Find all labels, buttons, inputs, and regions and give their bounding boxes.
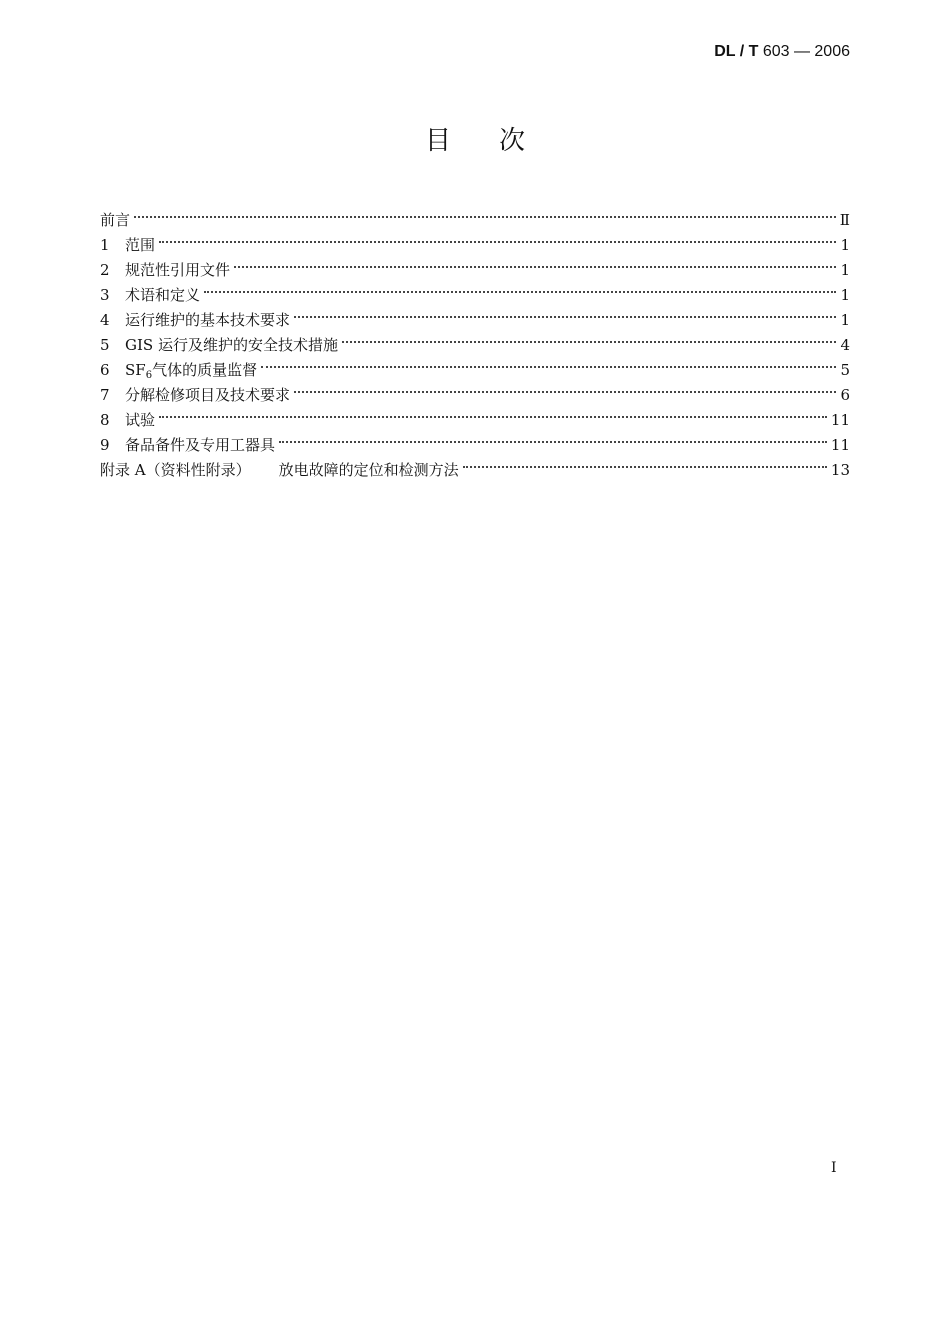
toc-entry-8[interactable] (100, 400, 850, 429)
dot-leader (234, 250, 836, 275)
toc-entry-number: 2 (100, 261, 110, 279)
toc-entry-page: 11 (830, 436, 850, 454)
toc-entry-label: 范围 (125, 236, 156, 254)
dot-leader (134, 200, 836, 225)
toc-entry-number: 8 (100, 411, 110, 429)
page-number: I (831, 1160, 837, 1176)
toc-entry-number: 5 (100, 336, 110, 354)
toc-entry-label: 前言 (100, 211, 131, 229)
toc-entry-4[interactable] (100, 300, 850, 329)
dot-leader (279, 425, 827, 450)
toc-entry-label: 试验 (125, 411, 156, 429)
toc-entry-label: 备品备件及专用工器具 (125, 436, 276, 454)
toc-title: 目次 (424, 126, 573, 156)
toc-entry-label: 分解检修项目及技术要求 (125, 386, 291, 404)
toc-entry-number: 4 (100, 311, 110, 329)
toc-entry-label: GIS 运行及维护的安全技术措施 (125, 336, 338, 354)
dot-leader (342, 325, 837, 350)
toc-entry-page: 5 (840, 361, 850, 379)
toc-entry-page: 1 (840, 286, 850, 304)
toc-entry-page: 6 (840, 386, 850, 404)
toc-entry-label: 运行维护的基本技术要求 (125, 311, 291, 329)
toc-entry-2[interactable] (100, 250, 850, 279)
toc-entry-number: 7 (100, 386, 110, 404)
toc-entry-number: 3 (100, 286, 110, 304)
dot-leader (463, 450, 827, 475)
toc-entry-number: 6 (100, 361, 110, 379)
toc-entry-3[interactable] (100, 275, 850, 304)
toc-entry-label-extra: 放电故障的定位和检测方法 (278, 461, 459, 479)
toc-entry-label-prefix: SF (125, 361, 146, 379)
toc-entry-label: 规范性引用文件 (125, 261, 231, 279)
toc-entry-label: 附录 A（资料性附录） (100, 461, 251, 479)
dot-leader (159, 225, 836, 250)
table-of-contents (100, 200, 850, 479)
toc-entry-page: 13 (830, 461, 850, 479)
document-code-prefix: DL / T (714, 43, 759, 60)
toc-entry-page: 11 (830, 411, 850, 429)
document-code (714, 43, 850, 61)
toc-entry-page: 1 (840, 261, 850, 279)
dot-leader (294, 300, 836, 325)
dot-leader (204, 275, 836, 300)
toc-entry-foreword[interactable] (100, 200, 850, 229)
toc-entry-page: 4 (840, 336, 850, 354)
dot-leader (159, 400, 827, 425)
toc-entry-label-suffix: 气体的质量监督 (152, 361, 258, 379)
toc-entry-number: 9 (100, 436, 110, 454)
dot-leader (294, 375, 836, 400)
document-code-number: 603 — 2006 (758, 43, 850, 60)
toc-entry-page: 1 (840, 311, 850, 329)
toc-entry-1[interactable] (100, 225, 850, 254)
toc-entry-page: 1 (840, 236, 850, 254)
toc-entry-page: Ⅱ (839, 211, 850, 229)
toc-entry-label-subscript: 6 (145, 370, 153, 381)
toc-entry-label: 术语和定义 (125, 286, 201, 304)
dot-leader (261, 350, 836, 375)
toc-entry-number: 1 (100, 236, 110, 254)
toc-entry-9[interactable] (100, 425, 850, 454)
